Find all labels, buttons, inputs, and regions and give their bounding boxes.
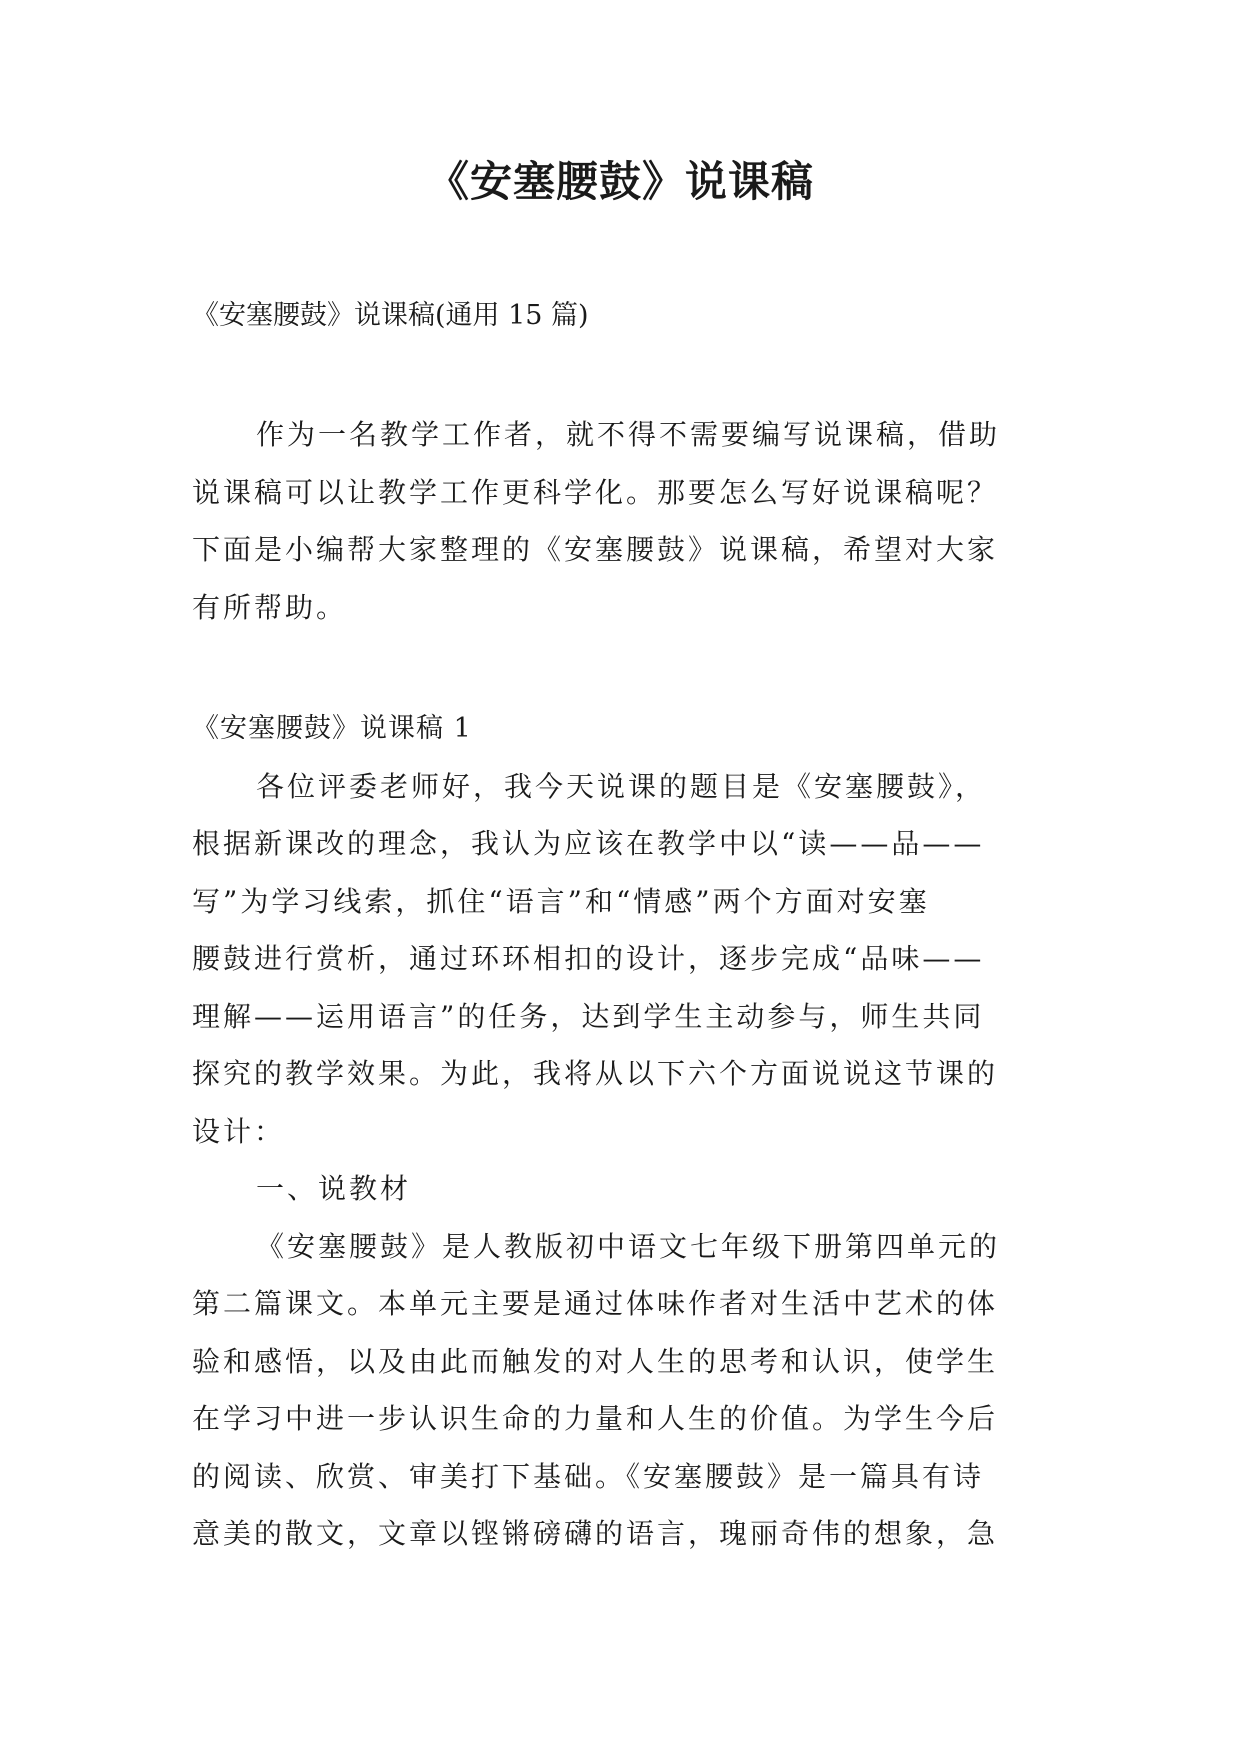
section-1	[192, 700, 1052, 1563]
paragraph-line: 验和感悟，以及由此而触发的对人生的思考和认识，使学生	[192, 1344, 999, 1378]
intro-line: 下面是小编帮大家整理的《安塞腰鼓》说课稿，希望对大家	[192, 533, 999, 566]
section-subheading: 一、说教材	[256, 1172, 412, 1205]
paragraph-line: 的阅读、欣赏、审美打下基础。《安塞腰鼓》是一篇具有诗	[192, 1459, 985, 1493]
paragraph-line: 意美的散文，文章以铿锵磅礴的语言，瑰丽奇伟的想象，急	[192, 1517, 999, 1550]
intro-line: 作为一名教学工作者，就不得不需要编写说课稿，借助	[256, 418, 1001, 451]
paragraph-line: 在学习中进一步认识生命的力量和人生的价值。为学生今后	[192, 1402, 999, 1435]
paragraph-line: 各位评委老师好，我今天说课的题目是《安塞腰鼓》，	[256, 769, 987, 803]
intro-paragraph	[192, 406, 1052, 636]
paragraph-line: 写”为学习线索，抓住“语言”和“情感”两个方面对安塞	[192, 884, 930, 918]
paragraph-line: 设计：	[192, 1114, 286, 1148]
paragraph-line: 《安塞腰鼓》是人教版初中语文七年级下册第四单元的	[256, 1229, 1001, 1263]
paragraph-line: 第二篇课文。本单元主要是通过体味作者对生活中艺术的体	[192, 1287, 999, 1320]
section-heading: 《安塞腰鼓》说课稿 1	[192, 713, 472, 744]
document-title: 《安塞腰鼓》说课稿	[426, 157, 814, 206]
paragraph-line: 腰鼓进行赏析，通过环环相扣的设计，逐步完成“品味——	[192, 942, 985, 975]
intro-line: 说课稿可以让教学工作更科学化。那要怎么写好说课稿呢？	[192, 475, 999, 509]
paragraph-line: 理解——运用语言”的任务，达到学生主动参与，师生共同	[192, 999, 985, 1033]
paragraph-line: 根据新课改的理念，我认为应该在教学中以“读——品——	[192, 827, 985, 860]
intro-line: 有所帮助。	[192, 590, 348, 624]
paragraph-line: 探究的教学效果。为此，我将从以下六个方面说说这节课的	[192, 1057, 999, 1090]
document-subtitle: 《安塞腰鼓》说课稿(通用 15 篇)	[192, 300, 589, 331]
